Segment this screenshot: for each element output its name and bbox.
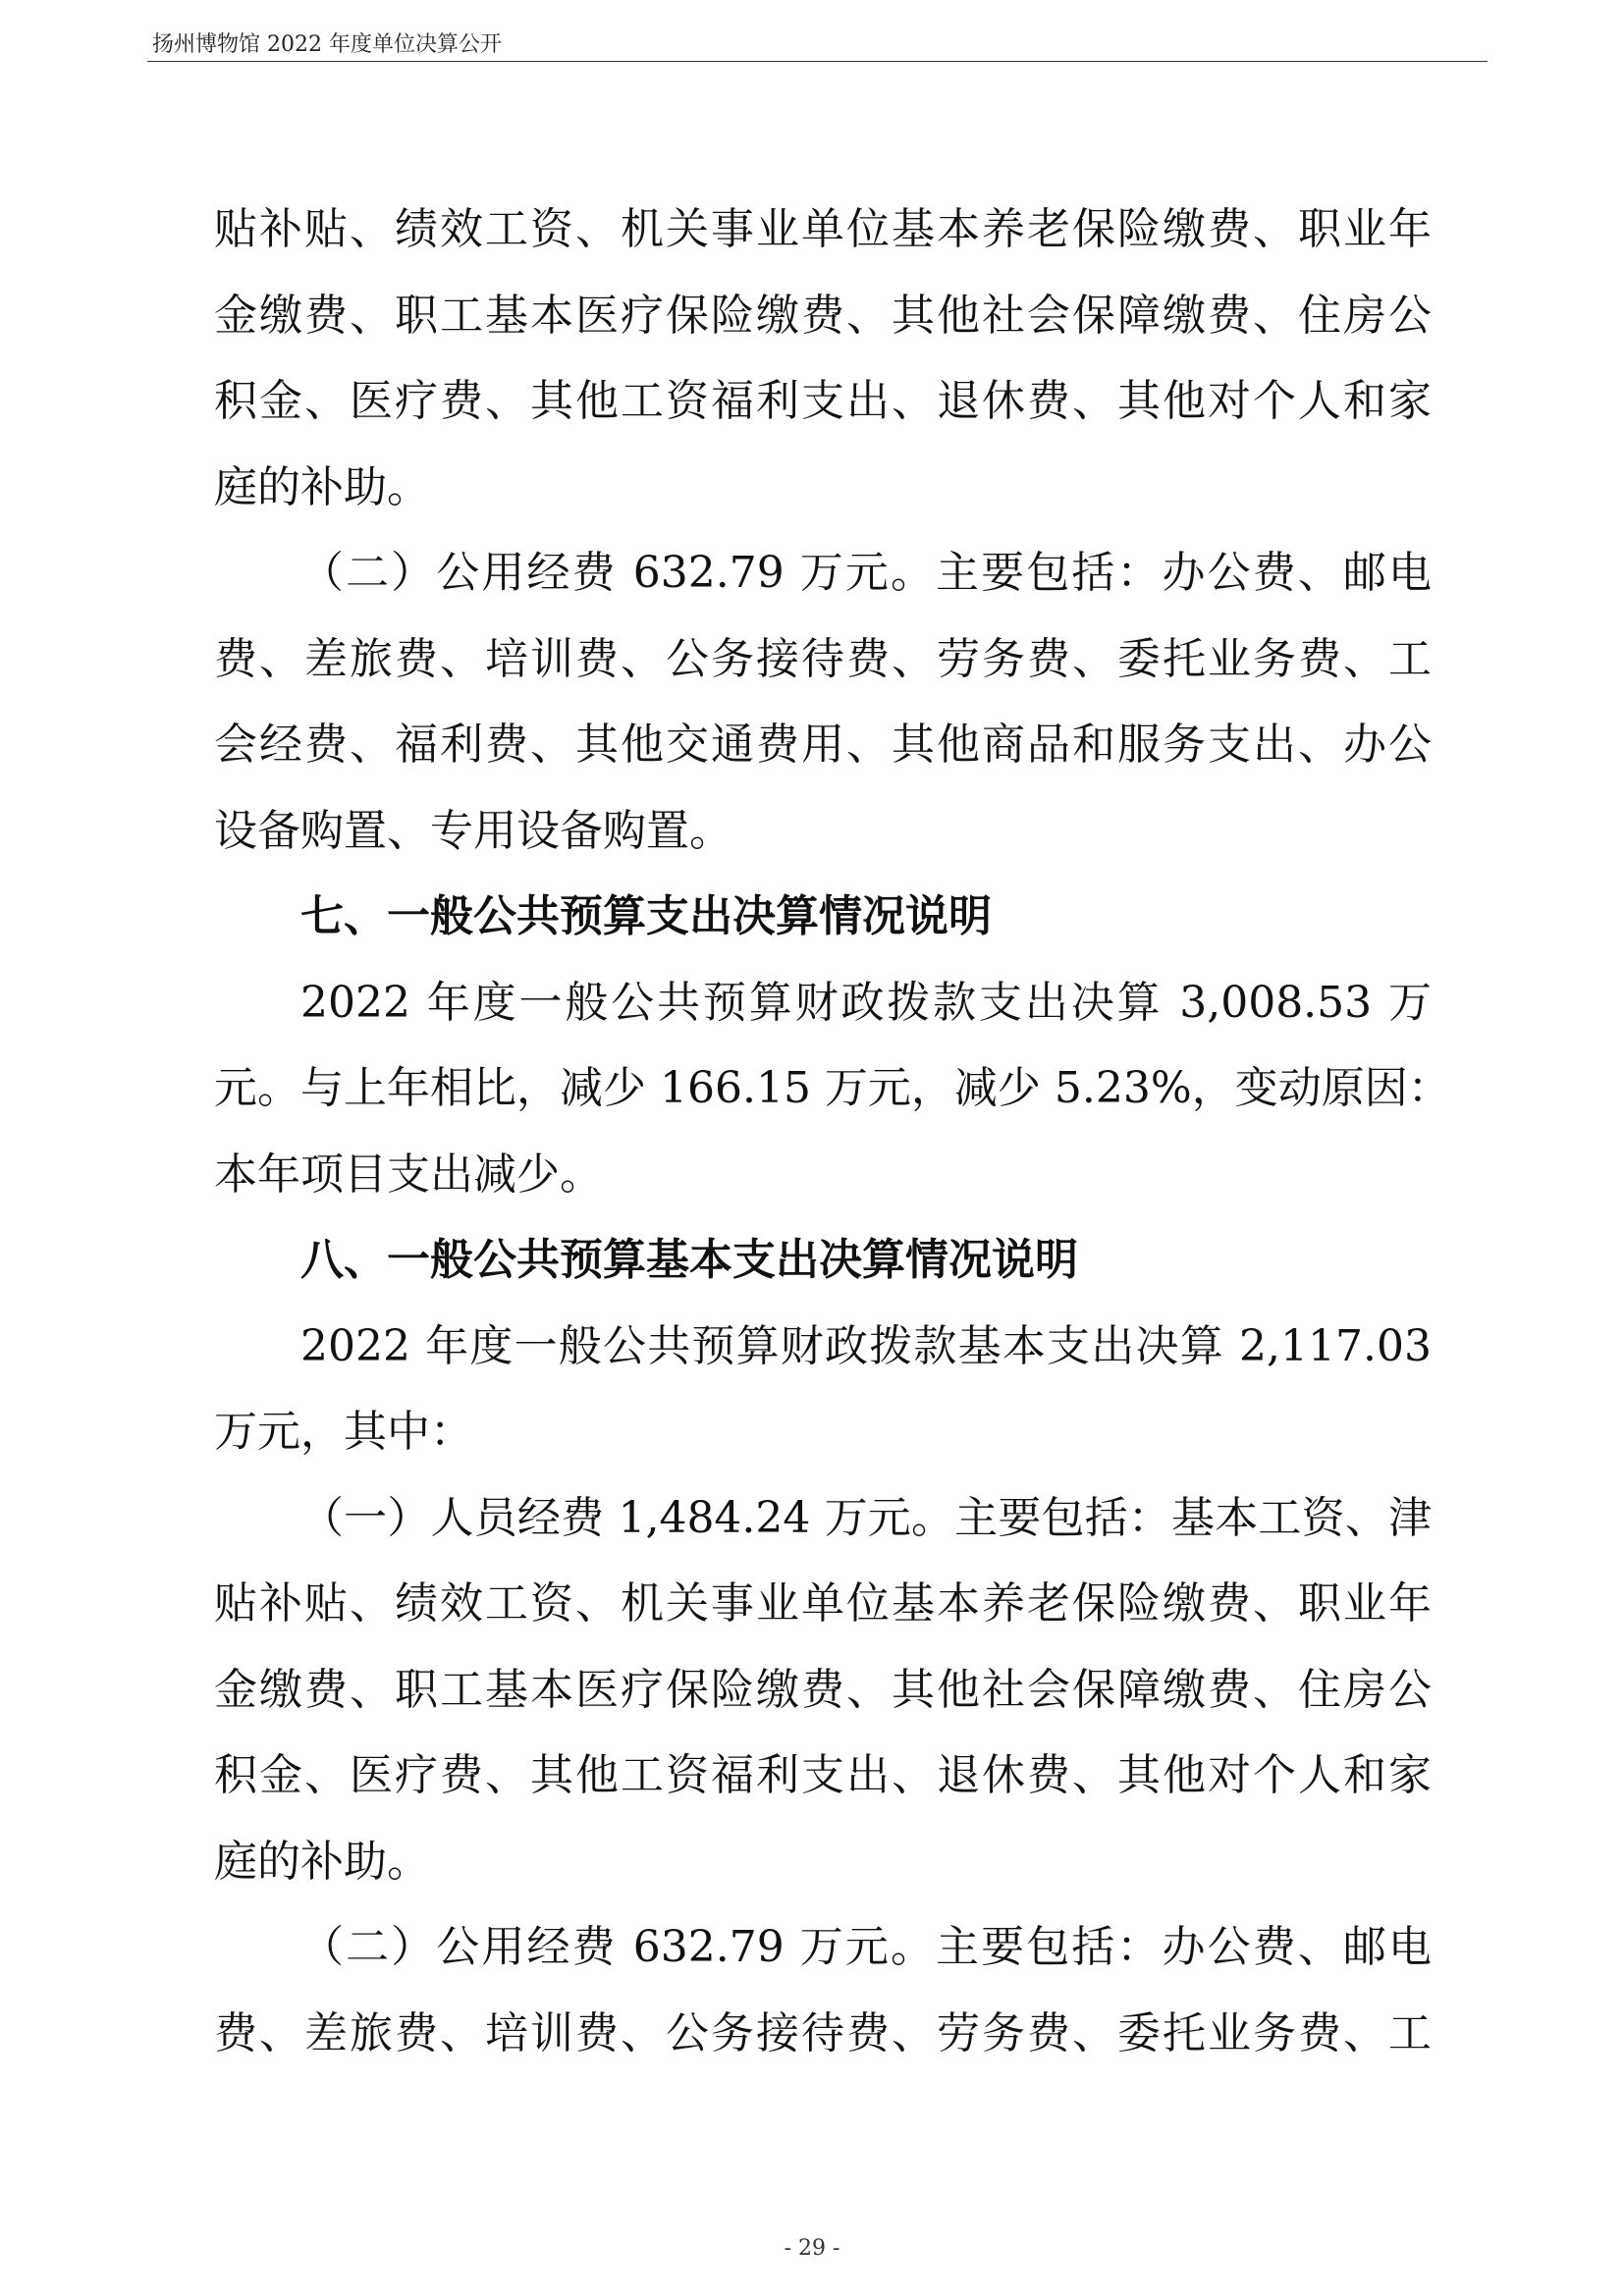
body-line: 贴补贴、绩效工资、机关事业单位基本养老保险缴费、职业年 [214,1578,1432,1629]
body-line: 金缴费、职工基本医疗保险缴费、其他社会保障缴费、住房公 [214,1664,1432,1715]
body-line: 会经费、福利费、其他交通费用、其他商品和服务支出、办公 [214,720,1432,770]
body-line: 本年项目支出减少。 [214,1148,603,1200]
body-line: 费、差旅费、培训费、公务接待费、劳务费、委托业务费、工 [214,2007,1432,2058]
subsection-heading: （一）人员经费 1,484.24 万元。主要包括：基本工资、津 [300,1492,1432,1543]
section-heading-8: 八、一般公共预算基本支出决算情况说明 [300,1235,1078,1285]
body-line: 积金、医疗费、其他工资福利支出、退休费、其他对个人和家 [214,1750,1432,1800]
body-line: 庭的补助。 [214,1836,430,1887]
subsection-heading: （二）公用经费 632.79 万元。主要包括：办公费、邮电 [300,1922,1432,1972]
subsection-heading: （二）公用经费 632.79 万元。主要包括：办公费、邮电 [300,548,1432,598]
page-number: - 29 - [784,2236,840,2261]
body-line: 2022 年度一般公共预算财政拨款基本支出决算 2,117.03 [300,1320,1432,1371]
body-line: 2022 年度一般公共预算财政拨款支出决算 3,008.53 万 [300,977,1432,1028]
running-header [147,22,1488,62]
body-line: 设备购置、专用设备购置。 [214,805,732,856]
header-title: 扬州博物馆 2022 年度单位决算公开 [152,32,502,57]
body-line: 元。与上年相比，减少 166.15 万元，减少 5.23%，变动原因： [214,1063,1451,1113]
body-line: 贴补贴、绩效工资、机关事业单位基本养老保险缴费、职业年 [214,204,1432,254]
body-line: 费、差旅费、培训费、公务接待费、劳务费、委托业务费、工 [214,633,1432,684]
section-heading-7: 七、一般公共预算支出决算情况说明 [300,891,992,941]
body-line: 积金、医疗费、其他工资福利支出、退休费、其他对个人和家 [214,376,1432,426]
body-line: 庭的补助。 [214,461,430,512]
body-line: 万元，其中： [214,1407,473,1457]
document-body [214,187,1451,2076]
body-line: 金缴费、职工基本医疗保险缴费、其他社会保障缴费、住房公 [214,290,1432,341]
